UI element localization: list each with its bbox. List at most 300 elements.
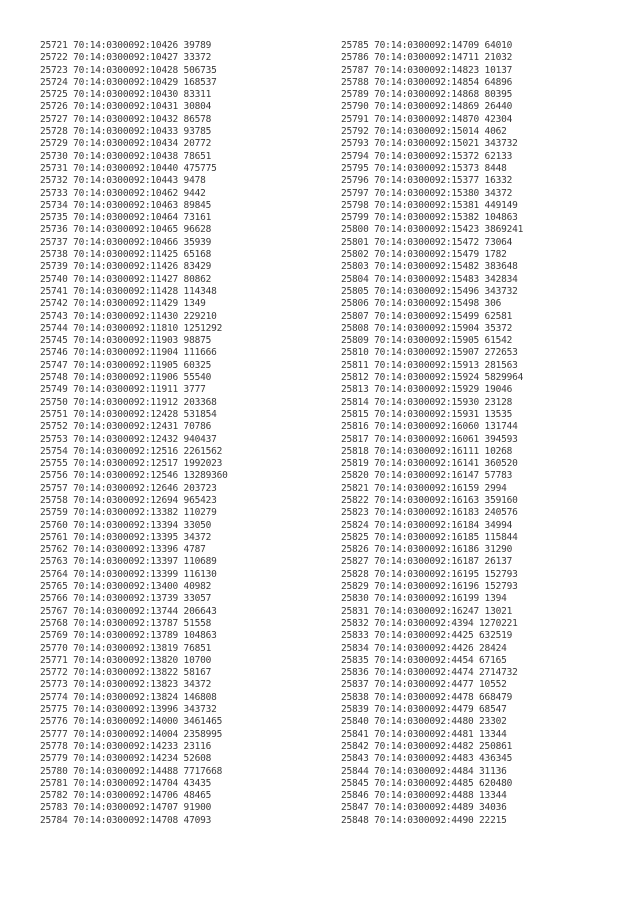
cadastral-number: 70:14:0300092:11429: [73, 298, 179, 310]
record-value: 342834: [484, 273, 518, 285]
cadastral-number: 70:14:0300092:15380: [374, 187, 480, 199]
list-item: [341, 556, 523, 568]
cadastral-number: 70:14:0300092:15907: [374, 347, 480, 359]
cadastral-number: 70:14:0300092:4479: [374, 704, 474, 716]
record-number: 25791: [341, 113, 369, 125]
record-number: 25832: [341, 617, 369, 629]
list-item: [40, 188, 228, 200]
list-item: [341, 311, 523, 323]
record-number: 25839: [341, 704, 369, 716]
record-number: 25724: [40, 76, 68, 88]
record-number: 25810: [341, 347, 369, 359]
record-value: 9442: [183, 187, 206, 199]
record-number: 25772: [40, 667, 68, 679]
list-item: [40, 483, 228, 495]
cadastral-number: 70:14:0300092:10433: [73, 126, 179, 138]
record-value: 229210: [183, 310, 217, 322]
list-item: [40, 40, 228, 52]
record-number: 25786: [341, 52, 369, 64]
cadastral-number: 70:14:0300092:14854: [374, 76, 480, 88]
record-value: 3461465: [183, 716, 223, 728]
record-value: 55540: [183, 372, 212, 384]
list-item: [40, 556, 228, 568]
list-item: [40, 163, 228, 175]
cadastral-number: 70:14:0300092:13744: [73, 605, 179, 617]
record-number: 25739: [40, 261, 68, 273]
cadastral-number: 70:14:0300092:16147: [374, 470, 480, 482]
record-number: 25742: [40, 298, 68, 310]
record-number: 25795: [341, 162, 369, 174]
record-value: 668479: [479, 691, 513, 703]
record-value: 96628: [183, 224, 212, 236]
list-item: [40, 581, 228, 593]
cadastral-number: 70:14:0300092:13400: [73, 581, 179, 593]
cadastral-number: 70:14:0300092:12428: [73, 408, 179, 420]
record-number: 25822: [341, 494, 369, 506]
record-number: 25743: [40, 310, 68, 322]
record-number: 25766: [40, 593, 68, 605]
list-item: [341, 520, 523, 532]
cadastral-number: 70:14:0300092:15930: [374, 396, 480, 408]
record-number: 25782: [40, 790, 68, 802]
record-value: 80395: [484, 89, 513, 101]
list-item: [40, 261, 228, 273]
record-value: 449149: [484, 199, 518, 211]
cadastral-number: 70:14:0300092:15498: [374, 298, 480, 310]
record-number: 25787: [341, 64, 369, 76]
record-value: 13344: [479, 790, 507, 802]
record-value: 47093: [183, 814, 212, 826]
cadastral-number: 70:14:0300092:16196: [374, 581, 480, 593]
record-number: 25821: [341, 482, 369, 494]
list-item: [341, 372, 523, 384]
record-value: 13344: [479, 728, 507, 740]
record-value: 203723: [183, 482, 217, 494]
list-item: [341, 200, 523, 212]
list-item: [40, 630, 228, 642]
record-number: 25728: [40, 126, 68, 138]
record-number: 25727: [40, 113, 68, 125]
cadastral-number: 70:14:0300092:4481: [374, 728, 474, 740]
record-number: 25763: [40, 556, 68, 568]
cadastral-number: 70:14:0300092:14706: [73, 790, 179, 802]
record-number: 25811: [341, 359, 369, 371]
list-item: [40, 729, 228, 741]
record-value: 19046: [484, 384, 513, 396]
record-value: 940437: [183, 433, 217, 445]
record-value: 34994: [484, 519, 513, 531]
cadastral-number: 70:14:0300092:14707: [73, 802, 179, 814]
record-value: 48465: [183, 790, 212, 802]
record-value: 78651: [183, 150, 212, 162]
record-number: 25774: [40, 691, 68, 703]
cadastral-number: 70:14:0300092:14870: [374, 113, 480, 125]
record-value: 23128: [484, 396, 513, 408]
record-number: 25828: [341, 568, 369, 580]
list-item: [341, 655, 523, 667]
cadastral-number: 70:14:0300092:15931: [374, 408, 480, 420]
record-value: 64896: [484, 76, 513, 88]
record-number: 25808: [341, 322, 369, 334]
list-item: [341, 397, 523, 409]
record-value: 10700: [183, 654, 212, 666]
list-item: [341, 544, 523, 556]
record-value: 10137: [484, 64, 513, 76]
cadastral-number: 70:14:0300092:16183: [374, 507, 480, 519]
cadastral-number: 70:14:0300092:4482: [374, 740, 474, 752]
list-item: [341, 815, 523, 827]
list-item: [40, 643, 228, 655]
list-item: [40, 347, 228, 359]
list-item: [40, 151, 228, 163]
list-item: [40, 360, 228, 372]
cadastral-number: 70:14:0300092:14488: [73, 765, 179, 777]
list-item: [341, 126, 523, 138]
record-value: 70786: [183, 421, 212, 433]
record-number: 25826: [341, 544, 369, 556]
list-item: [341, 532, 523, 544]
list-item: [341, 101, 523, 113]
cadastral-number: 70:14:0300092:14234: [73, 753, 179, 765]
list-item: [40, 249, 228, 261]
list-item: [341, 188, 523, 200]
cadastral-number: 70:14:0300092:10427: [73, 52, 179, 64]
cadastral-number: 70:14:0300092:12431: [73, 421, 179, 433]
list-item: [40, 237, 228, 249]
cadastral-number: 70:14:0300092:15472: [374, 236, 480, 248]
record-value: 33372: [183, 52, 212, 64]
list-item: [40, 384, 228, 396]
cadastral-number: 70:14:0300092:14000: [73, 716, 179, 728]
cadastral-number: 70:14:0300092:15373: [374, 162, 480, 174]
record-value: 30804: [183, 101, 212, 113]
cadastral-number: 70:14:0300092:15904: [374, 322, 480, 334]
cadastral-number: 70:14:0300092:16184: [374, 519, 480, 531]
cadastral-number: 70:14:0300092:13382: [73, 507, 179, 519]
record-number: 25779: [40, 753, 68, 765]
list-item: [40, 606, 228, 618]
record-number: 25827: [341, 556, 369, 568]
right-column: [341, 40, 523, 827]
record-number: 25794: [341, 150, 369, 162]
record-value: 110689: [183, 556, 217, 568]
record-value: 34372: [183, 679, 212, 691]
list-item: [341, 630, 523, 642]
list-item: [40, 397, 228, 409]
list-item: [40, 224, 228, 236]
list-item: [40, 790, 228, 802]
record-number: 25770: [40, 642, 68, 654]
cadastral-number: 70:14:0300092:10464: [73, 212, 179, 224]
record-number: 25835: [341, 654, 369, 666]
list-item: [40, 101, 228, 113]
cadastral-number: 70:14:0300092:11905: [73, 359, 179, 371]
cadastral-number: 70:14:0300092:13823: [73, 679, 179, 691]
list-item: [341, 679, 523, 691]
list-item: [341, 52, 523, 64]
cadastral-number: 70:14:0300092:4477: [374, 679, 474, 691]
record-value: 21032: [484, 52, 513, 64]
list-item: [341, 606, 523, 618]
record-number: 25833: [341, 630, 369, 642]
list-item: [40, 126, 228, 138]
record-value: 86578: [183, 113, 212, 125]
record-value: 52608: [183, 753, 212, 765]
record-number: 25746: [40, 347, 68, 359]
cadastral-number: 70:14:0300092:4484: [374, 765, 474, 777]
record-number: 25813: [341, 384, 369, 396]
cadastral-number: 70:14:0300092:13397: [73, 556, 179, 568]
cadastral-number: 70:14:0300092:11906: [73, 372, 179, 384]
record-value: 343732: [484, 138, 518, 150]
record-number: 25807: [341, 310, 369, 322]
list-item: [40, 175, 228, 187]
cadastral-number: 70:14:0300092:13394: [73, 519, 179, 531]
record-number: 25834: [341, 642, 369, 654]
cadastral-number: 70:14:0300092:13395: [73, 531, 179, 543]
list-item: [341, 790, 523, 802]
list-item: [341, 224, 523, 236]
cadastral-number: 70:14:0300092:10428: [73, 64, 179, 76]
cadastral-number: 70:14:0300092:10430: [73, 89, 179, 101]
record-number: 25812: [341, 372, 369, 384]
cadastral-number: 70:14:0300092:4478: [374, 691, 474, 703]
record-number: 25769: [40, 630, 68, 642]
cadastral-number: 70:14:0300092:16060: [374, 421, 480, 433]
cadastral-number: 70:14:0300092:14823: [374, 64, 480, 76]
record-value: 104863: [183, 630, 217, 642]
list-item: [341, 151, 523, 163]
cadastral-number: 70:14:0300092:15372: [374, 150, 480, 162]
record-number: 25773: [40, 679, 68, 691]
cadastral-number: 70:14:0300092:11810: [73, 322, 179, 334]
cadastral-number: 70:14:0300092:13819: [73, 642, 179, 654]
cadastral-number: 70:14:0300092:15483: [374, 273, 480, 285]
record-value: 152793: [484, 568, 518, 580]
cadastral-number: 70:14:0300092:10463: [73, 199, 179, 211]
list-item: [40, 741, 228, 753]
list-item: [341, 729, 523, 741]
record-number: 25767: [40, 605, 68, 617]
list-item: [40, 544, 228, 556]
record-value: 1349: [183, 298, 206, 310]
record-number: 25748: [40, 372, 68, 384]
record-value: 16332: [484, 175, 513, 187]
cadastral-number: 70:14:0300092:4426: [374, 642, 474, 654]
list-item: [341, 741, 523, 753]
record-number: 25744: [40, 322, 68, 334]
record-value: 73064: [484, 236, 513, 248]
record-value: 5829964: [484, 372, 524, 384]
list-item: [341, 384, 523, 396]
record-value: 360520: [484, 458, 518, 470]
record-value: 4787: [183, 544, 206, 556]
list-item: [40, 692, 228, 704]
record-value: 3869241: [484, 224, 524, 236]
record-value: 1270221: [479, 617, 518, 629]
record-number: 25803: [341, 261, 369, 273]
record-value: 7717668: [183, 765, 223, 777]
list-item: [341, 421, 523, 433]
cadastral-number: 70:14:0300092:16159: [374, 482, 480, 494]
record-value: 33050: [183, 519, 212, 531]
cadastral-number: 70:14:0300092:15377: [374, 175, 480, 187]
record-value: 89845: [183, 199, 212, 211]
cadastral-number: 70:14:0300092:11430: [73, 310, 179, 322]
record-value: 67165: [479, 654, 507, 666]
record-value: 383648: [484, 261, 518, 273]
cadastral-number: 70:14:0300092:10434: [73, 138, 179, 150]
record-number: 25745: [40, 335, 68, 347]
record-value: 2714732: [479, 667, 518, 679]
list-item: [341, 581, 523, 593]
record-number: 25749: [40, 384, 68, 396]
record-value: 91900: [183, 802, 212, 814]
cadastral-number: 70:14:0300092:13996: [73, 704, 179, 716]
list-item: [40, 716, 228, 728]
record-value: 475775: [183, 162, 217, 174]
record-value: 34036: [479, 802, 507, 814]
list-item: [40, 655, 228, 667]
cadastral-number: 70:14:0300092:11904: [73, 347, 179, 359]
list-item: [341, 175, 523, 187]
record-number: 25737: [40, 236, 68, 248]
record-number: 25747: [40, 359, 68, 371]
record-number: 25784: [40, 814, 68, 826]
record-value: 23302: [479, 716, 507, 728]
record-value: 114348: [183, 285, 217, 297]
record-number: 25814: [341, 396, 369, 408]
list-item: [40, 753, 228, 765]
list-item: [341, 507, 523, 519]
record-value: 26440: [484, 101, 513, 113]
record-number: 25760: [40, 519, 68, 531]
record-value: 152793: [484, 581, 518, 593]
cadastral-number: 70:14:0300092:13824: [73, 691, 179, 703]
cadastral-number: 70:14:0300092:16199: [374, 593, 480, 605]
list-item: [341, 458, 523, 470]
record-value: 22215: [479, 814, 507, 826]
cadastral-number: 70:14:0300092:10431: [73, 101, 179, 113]
list-item: [341, 212, 523, 224]
cadastral-number: 70:14:0300092:15924: [374, 372, 480, 384]
record-number: 25734: [40, 199, 68, 211]
list-item: [341, 298, 523, 310]
cadastral-number: 70:14:0300092:13787: [73, 617, 179, 629]
cadastral-number: 70:14:0300092:10429: [73, 76, 179, 88]
cadastral-number: 70:14:0300092:14233: [73, 740, 179, 752]
record-number: 25804: [341, 273, 369, 285]
cadastral-number: 70:14:0300092:11426: [73, 261, 179, 273]
record-number: 25721: [40, 40, 68, 51]
record-number: 25799: [341, 212, 369, 224]
list-item: [40, 704, 228, 716]
record-value: 1394: [484, 593, 507, 605]
record-value: 83429: [183, 261, 212, 273]
record-value: 1251292: [183, 322, 223, 334]
record-value: 9478: [183, 175, 206, 187]
cadastral-number: 70:14:0300092:16185: [374, 531, 480, 543]
record-number: 25831: [341, 605, 369, 617]
cadastral-number: 70:14:0300092:14869: [374, 101, 480, 113]
record-number: 25817: [341, 433, 369, 445]
record-number: 25751: [40, 408, 68, 420]
cadastral-number: 70:14:0300092:16187: [374, 556, 480, 568]
list-item: [40, 65, 228, 77]
list-item: [40, 593, 228, 605]
cadastral-number: 70:14:0300092:15905: [374, 335, 480, 347]
list-item: [341, 261, 523, 273]
record-value: 2994: [484, 482, 507, 494]
cadastral-number: 70:14:0300092:13396: [73, 544, 179, 556]
cadastral-number: 70:14:0300092:4474: [374, 667, 474, 679]
record-number: 25800: [341, 224, 369, 236]
record-value: 506735: [183, 64, 217, 76]
cadastral-number: 70:14:0300092:16195: [374, 568, 480, 580]
record-value: 3777: [183, 384, 206, 396]
list-item: [40, 434, 228, 446]
list-item: [341, 704, 523, 716]
list-item: [40, 311, 228, 323]
record-number: 25824: [341, 519, 369, 531]
list-item: [341, 138, 523, 150]
record-value: 281563: [484, 359, 518, 371]
cadastral-number: 70:14:0300092:14711: [374, 52, 480, 64]
record-number: 25801: [341, 236, 369, 248]
list-item: [40, 298, 228, 310]
record-value: 359160: [484, 494, 518, 506]
list-item: [40, 52, 228, 64]
cadastral-number: 70:14:0300092:11903: [73, 335, 179, 347]
cadastral-number: 70:14:0300092:15482: [374, 261, 480, 273]
record-value: 632519: [479, 630, 513, 642]
list-item: [341, 409, 523, 421]
record-value: 20772: [183, 138, 212, 150]
record-number: 25725: [40, 89, 68, 101]
record-value: 34372: [484, 187, 513, 199]
list-item: [341, 470, 523, 482]
record-number: 25806: [341, 298, 369, 310]
record-number: 25823: [341, 507, 369, 519]
record-number: 25726: [40, 101, 68, 113]
record-value: 51558: [183, 617, 212, 629]
list-item: [40, 372, 228, 384]
record-value: 146808: [183, 691, 217, 703]
record-value: 57783: [484, 470, 513, 482]
record-value: 33057: [183, 593, 212, 605]
list-item: [341, 77, 523, 89]
list-item: [40, 569, 228, 581]
cadastral-number: 70:14:0300092:15929: [374, 384, 480, 396]
cadastral-number: 70:14:0300092:4485: [374, 777, 474, 789]
record-value: 965423: [183, 494, 217, 506]
record-value: 35372: [484, 322, 513, 334]
record-number: 25841: [341, 728, 369, 740]
record-number: 25755: [40, 458, 68, 470]
record-number: 25768: [40, 617, 68, 629]
record-number: 25837: [341, 679, 369, 691]
record-value: 10268: [484, 445, 513, 457]
list-item: [341, 483, 523, 495]
cadastral-number: 70:14:0300092:11912: [73, 396, 179, 408]
list-item: [341, 40, 523, 52]
cadastral-number: 70:14:0300092:11428: [73, 285, 179, 297]
record-number: 25781: [40, 777, 68, 789]
cadastral-number: 70:14:0300092:10426: [73, 40, 179, 51]
record-number: 25757: [40, 482, 68, 494]
record-value: 343732: [484, 285, 518, 297]
cadastral-number: 70:14:0300092:11427: [73, 273, 179, 285]
